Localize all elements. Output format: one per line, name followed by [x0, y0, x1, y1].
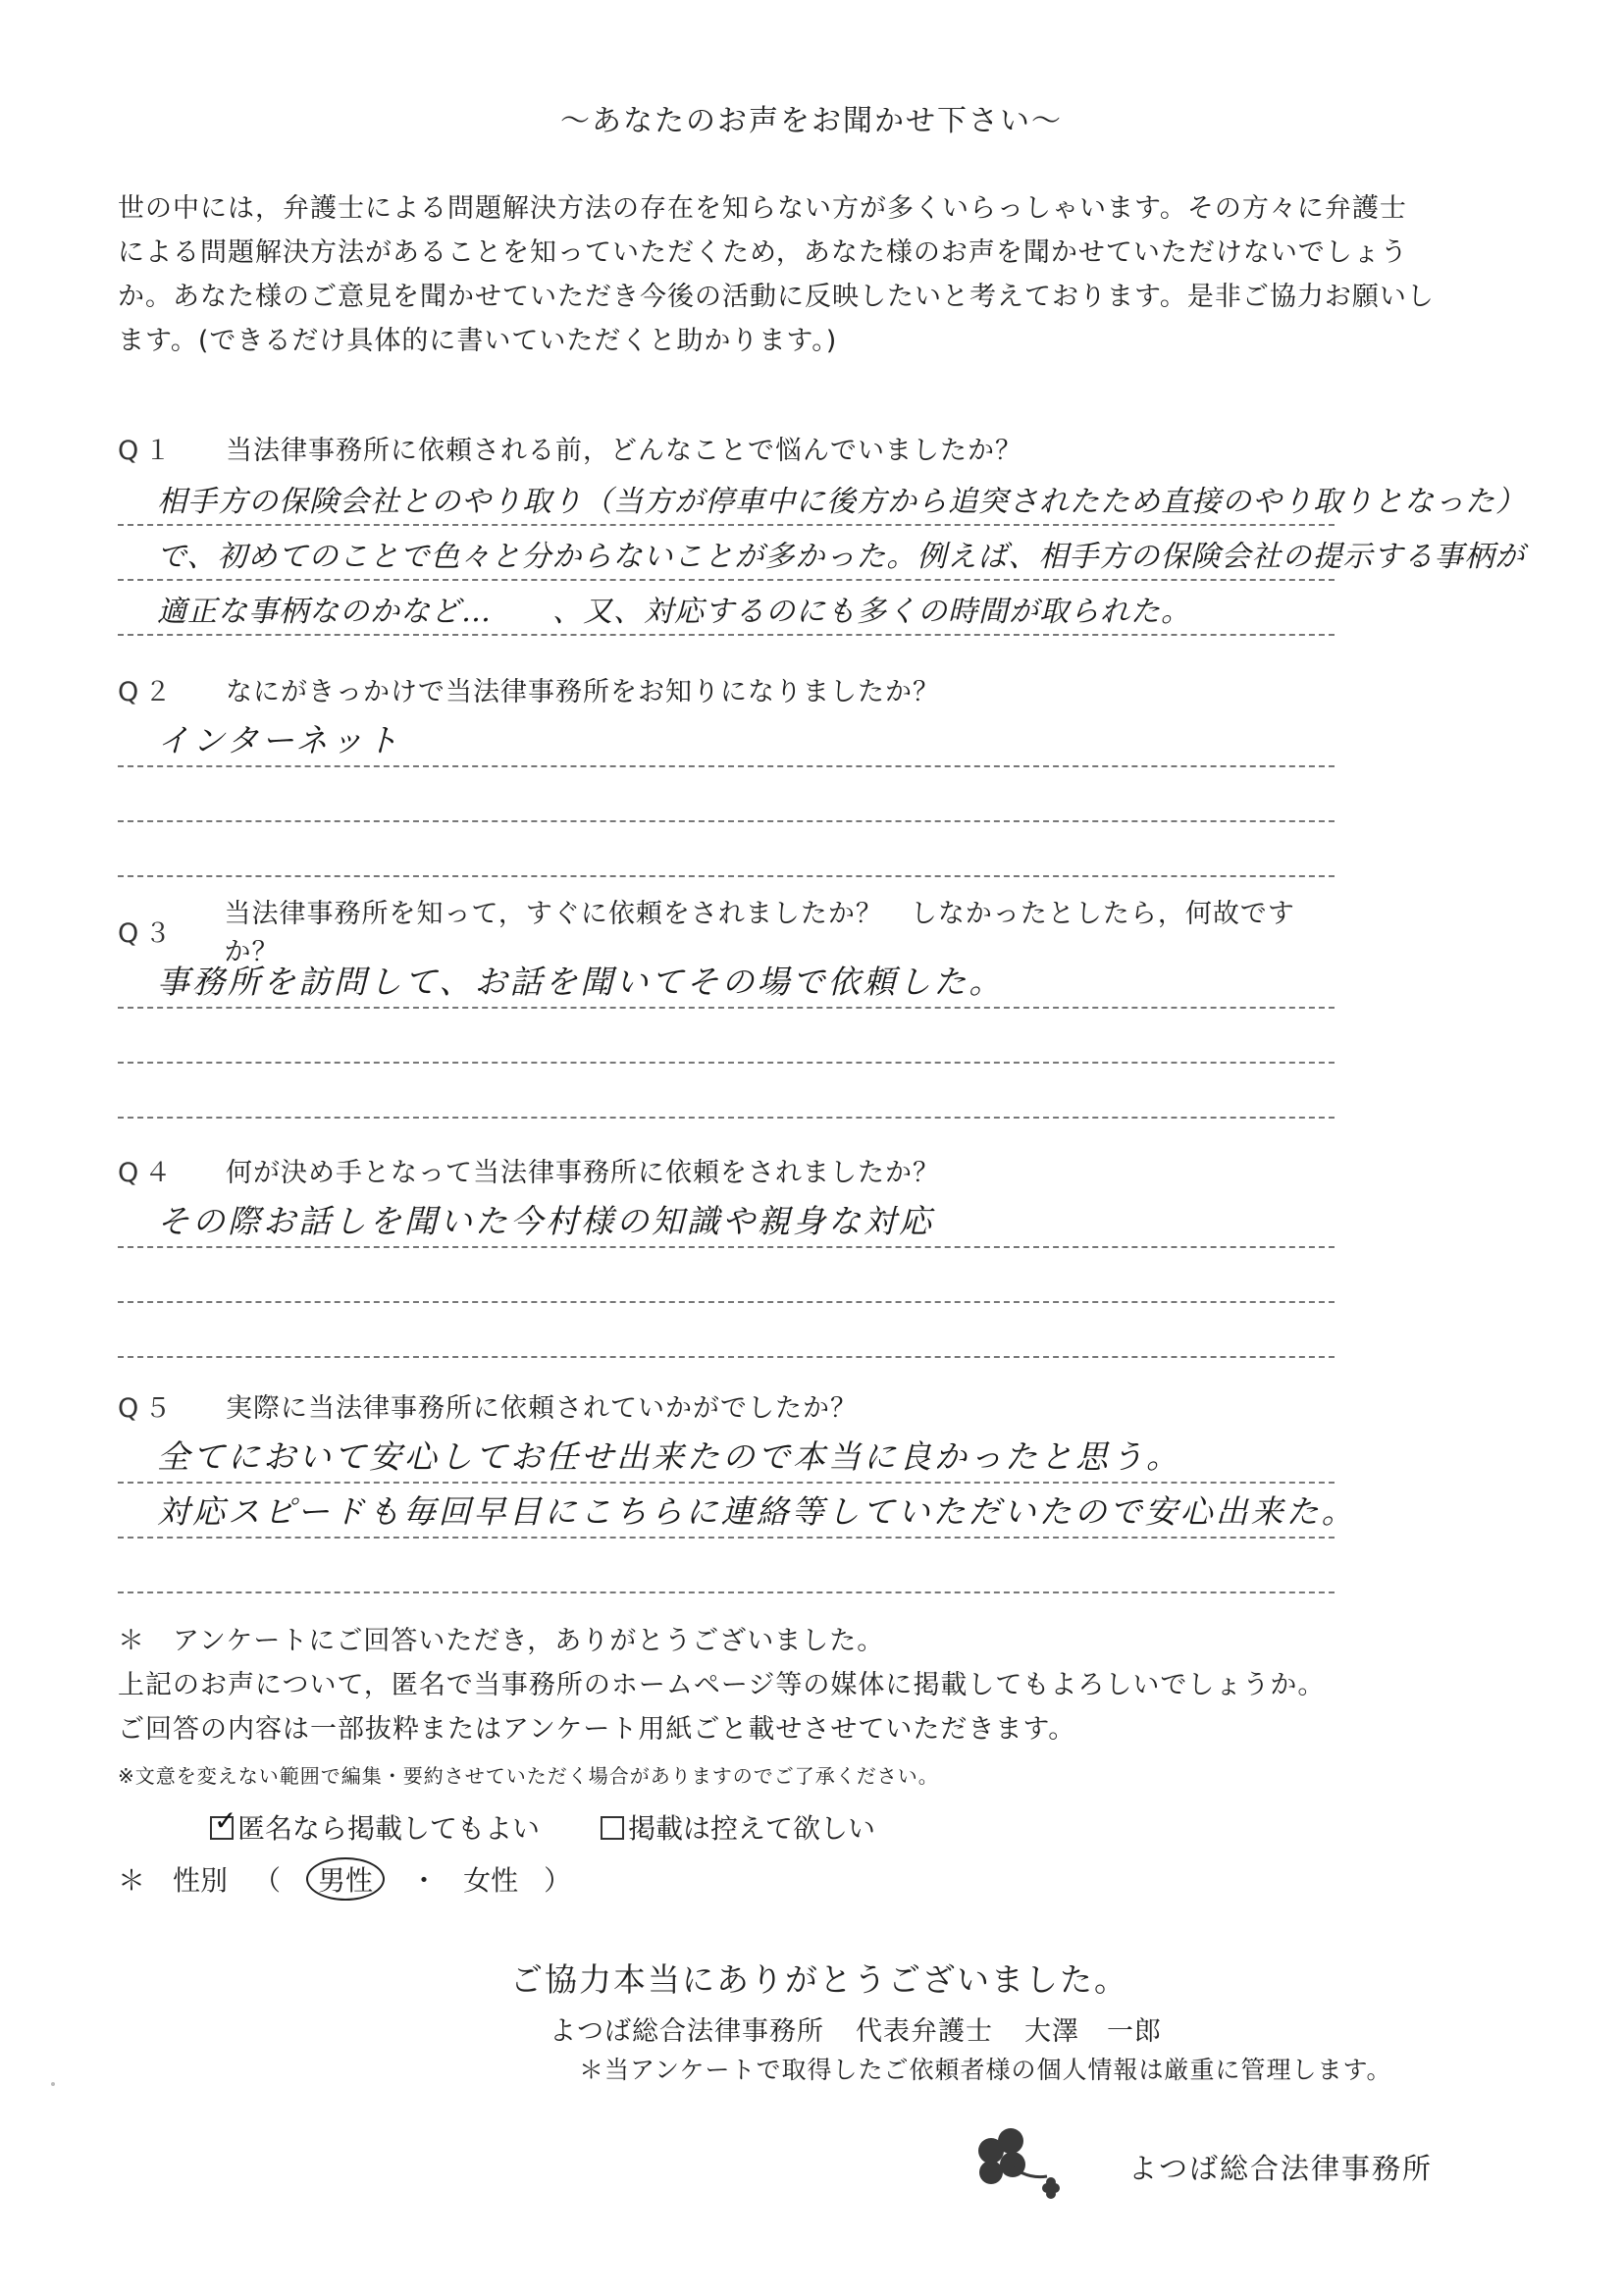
- publication-detail: ご回答の内容は一部抜粋またはアンケート用紙ごと載せさせていただきます。: [118, 1714, 1076, 1745]
- answer-line[interactable]: [118, 954, 1335, 1009]
- answer-line[interactable]: [118, 1064, 1335, 1119]
- consent-no-label: 掲載は控えて欲しい: [628, 1812, 876, 1845]
- answer-line[interactable]: [118, 471, 1526, 526]
- gender-female-option[interactable]: 女性: [463, 1864, 519, 1897]
- page-title: 〜あなたのお声をお聞かせ下さい〜: [560, 104, 1063, 138]
- question-3: [118, 899, 1335, 1119]
- scan-speck: [51, 2082, 55, 2086]
- intro-line: ます。(できるだけ具体的に書いていただくと助かります。): [118, 326, 838, 356]
- answer-line[interactable]: [118, 1009, 1335, 1064]
- consent-option-yes[interactable]: [210, 1804, 541, 1847]
- intro-line: 世の中には，弁護士による問題解決方法の存在を知らない方が多くいらっしゃいます。その方々に弁護士: [118, 193, 1407, 224]
- consent-yes-label: 匿名なら掲載してもよい: [237, 1812, 541, 1845]
- question-2: [118, 669, 1335, 877]
- checkbox-unchecked[interactable]: [601, 1816, 624, 1840]
- privacy-notice: ＊当アンケートで取得したご依頼者様の個人情報は厳重に管理します。: [579, 2056, 1392, 2084]
- question-1: [118, 428, 1526, 636]
- answer-line[interactable]: [118, 1303, 1335, 1358]
- question-text: 当法律事務所を知って，すぐに依頼をされましたか？ しなかったとしたら，何故ですか？: [224, 899, 1295, 967]
- question-4: [118, 1150, 1335, 1358]
- gender-male-option[interactable]: 男性: [306, 1857, 385, 1901]
- clover-icon: [967, 2119, 1124, 2208]
- consent-option-no[interactable]: [601, 1807, 875, 1847]
- handwritten-answer: その際お話しを聞いた今村様の知識や親身な対応: [157, 1202, 934, 1240]
- answer-line[interactable]: [118, 767, 1335, 822]
- question-number: Q１: [118, 435, 178, 466]
- gender-separator: ・: [410, 1864, 439, 1897]
- question-text: なにがきっかけで当法律事務所をお知りになりましたか？: [226, 676, 940, 707]
- representative-name: 大澤 一郎: [1024, 2016, 1162, 2047]
- question-number: Q２: [118, 676, 178, 707]
- answer-line[interactable]: [118, 581, 1335, 636]
- handwritten-answer: 適正な事柄なのかなど… 、又、対応するのにも多くの時間が取られた。: [157, 595, 1191, 629]
- answer-line[interactable]: [118, 1248, 1335, 1303]
- intro-line: による問題解決方法があることを知っていただくため，あなた様のお声を聞かせていただけないでしょう: [118, 237, 1408, 268]
- question-number: Q５: [118, 1392, 178, 1424]
- handwritten-answer: 全てにおいて安心してお任せ出来たので本当に良かったと思う。: [157, 1437, 1181, 1476]
- question-text: 実際に当法律事務所に依頼されていかがでしたか？: [226, 1392, 858, 1424]
- checkbox-checked[interactable]: [210, 1804, 237, 1840]
- paren-close: ）: [544, 1864, 572, 1897]
- answer-line[interactable]: [118, 1539, 1335, 1593]
- handwritten-answer: で、初めてのことで色々と分からないことが多かった。例えば、相手方の保険会社の提示する事柄が: [157, 540, 1526, 574]
- intro-text: [118, 186, 1511, 363]
- publication-question: 上記のお声について，匿名で当事務所のホームページ等の媒体に掲載してもよろしいでしょうか。: [118, 1670, 1326, 1700]
- answer-line[interactable]: [118, 1484, 1357, 1539]
- consent-options: [210, 1804, 876, 1847]
- handwritten-answer: インターネット: [157, 721, 402, 759]
- answer-line[interactable]: [118, 712, 1335, 767]
- representative-title: 代表弁護士: [856, 2016, 993, 2047]
- answer-line[interactable]: [118, 1429, 1335, 1484]
- firm-logo: [967, 2119, 1516, 2208]
- closing-notes: [118, 1619, 1511, 1793]
- question-5: [118, 1385, 1357, 1593]
- firm-name: よつば総合法律事務所: [550, 2016, 824, 2047]
- editing-note: ※文意を変えない範囲で編集・要約させていただく場合がありますのでご了承ください。: [118, 1764, 939, 1788]
- firm-signature: [550, 2009, 1162, 2048]
- answer-line[interactable]: [118, 822, 1335, 877]
- check-icon: ✓: [214, 1804, 237, 1837]
- handwritten-answer: 事務所を訪問して、お話を聞いてその場で依頼した。: [157, 963, 1005, 1001]
- answer-line[interactable]: [118, 526, 1526, 581]
- thank-you-line: ＊ アンケートにご回答いただき，ありがとうございました。: [118, 1626, 885, 1656]
- answer-line[interactable]: [118, 1193, 1335, 1248]
- paren-open: （: [253, 1864, 282, 1897]
- gender-label: ＊ 性別: [118, 1864, 229, 1897]
- question-text: 何が決め手となって当法律事務所に依頼をされましたか？: [226, 1157, 940, 1188]
- question-text: 当法律事務所に依頼される前，どんなことで悩んでいましたか？: [226, 435, 1022, 466]
- logo-firm-name: よつば総合法律事務所: [1128, 2152, 1434, 2185]
- gender-field: [118, 1857, 571, 1901]
- handwritten-answer: 相手方の保険会社とのやり取り（当方が停車中に後方から追突されたため直接のやり取りとなった）: [157, 485, 1526, 519]
- question-number: Q４: [118, 1157, 178, 1188]
- handwritten-answer: 対応スピードも毎回早目にこちらに連絡等していただいたので安心出来た。: [157, 1492, 1357, 1531]
- question-number: Q３: [118, 917, 178, 949]
- intro-line: か。あなた様のご意見を聞かせていただき今後の活動に反映したいと考えております。是非ご協力お願いし: [118, 282, 1435, 312]
- thanks-message: ご協力本当にありがとうございました。: [510, 1960, 1128, 1999]
